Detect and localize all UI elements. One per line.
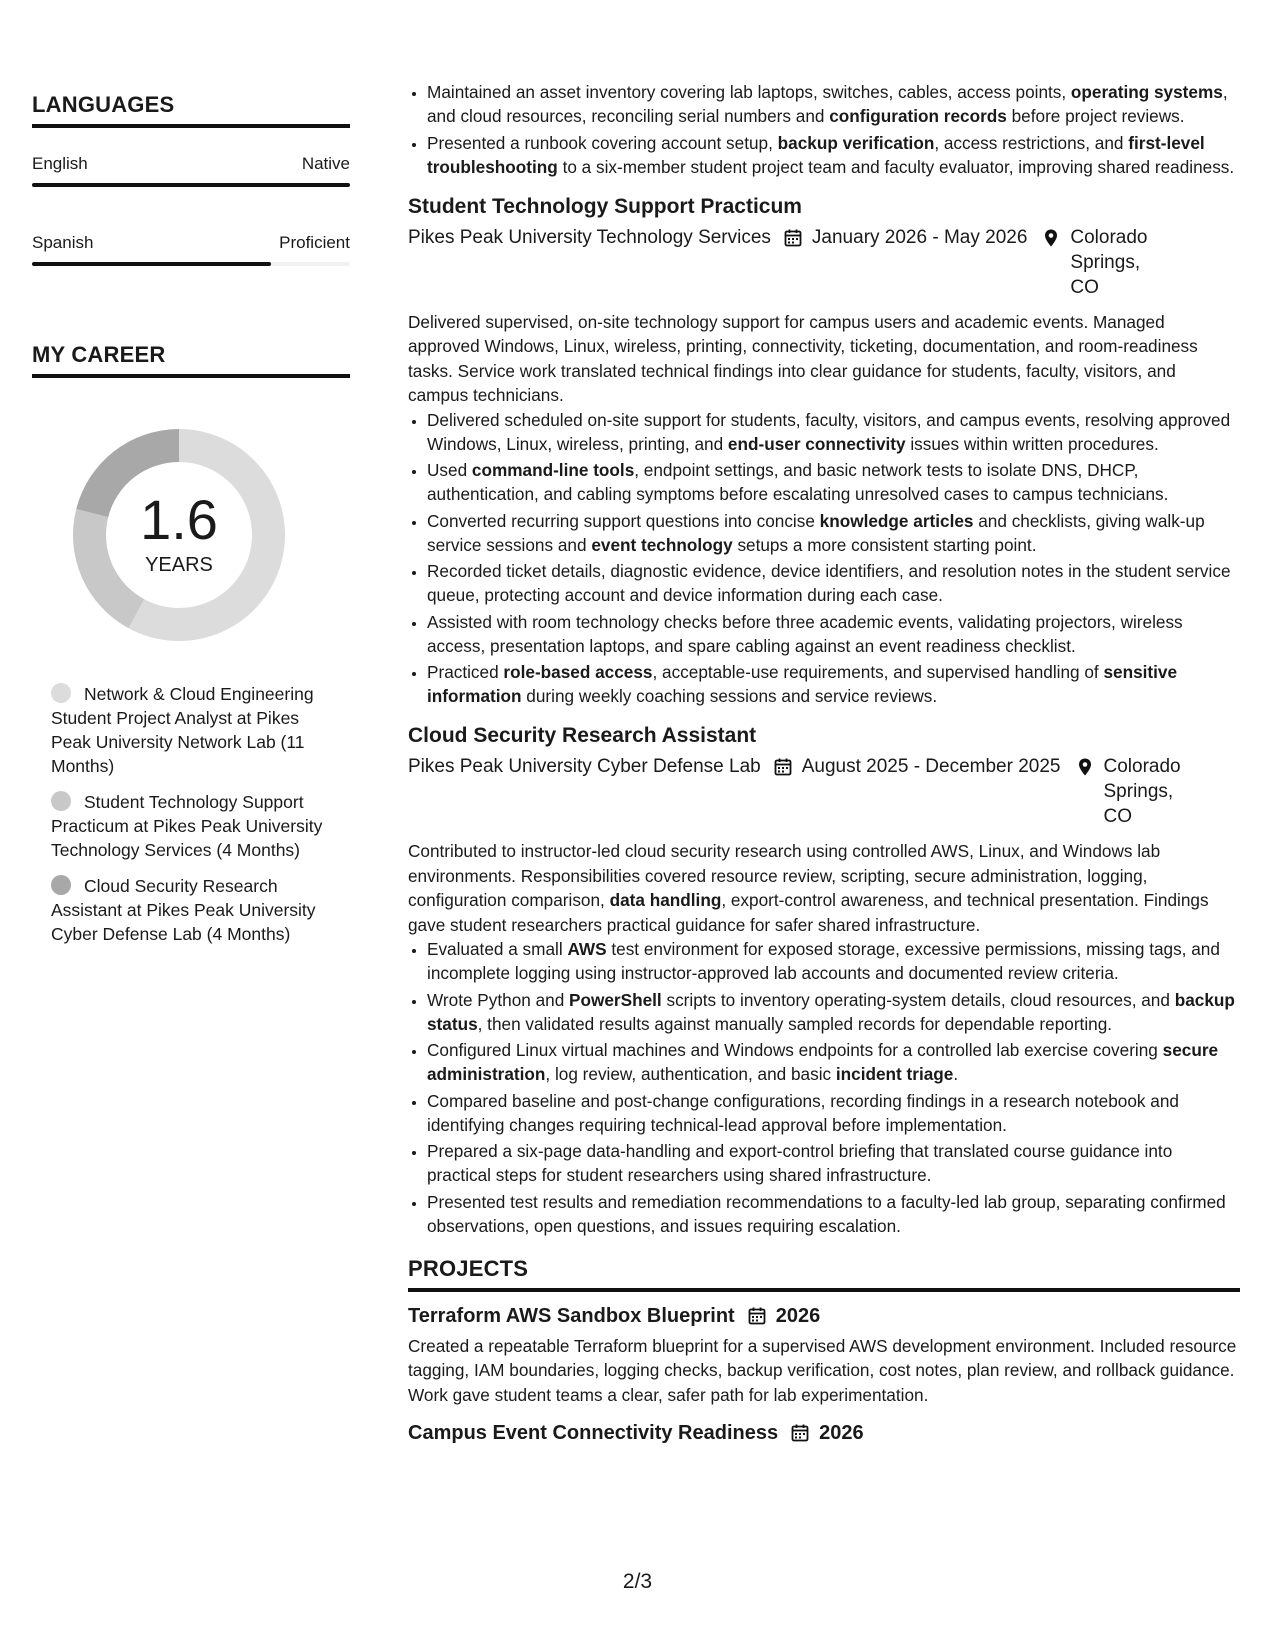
text-run: during weekly coaching sessions and service reviews. [521,686,938,706]
project-description: Created a repeatable Terraform blueprint for a supervised AWS development environment. Included resource tagging, IAM boundaries, logging checks, backup verification, cost notes, plan review, and rollback guidance. Work gave student teams a clear, safer path for lab experimentation. [408,1335,1237,1405]
location-pin-icon [1041,228,1061,248]
bold-text: incident triage [835,1064,954,1084]
job-location: Colorado Springs, CO [1103,756,1181,827]
bullet-item [427,1139,1240,1187]
text-run: issues within written procedures. [905,433,1159,454]
bullet-item [427,937,1240,985]
text-run: , and cloud resources, reconciling serial numbers and [427,82,1228,126]
previous-job-bullets [408,80,1240,179]
job-description [408,839,1240,937]
language-entry [32,154,350,187]
text-run: Assisted with room technology checks before three academic events, validating projectors, wireless access, presentation laptops, and spare cabling against an event readiness checklist. [427,611,1183,656]
project-entry [408,1419,1240,1447]
text-run: Used [427,460,472,480]
text-run: Recorded ticket details, diagnostic evidence, device identifiers, and resolution notes in the student service queue, protecting account and device information during each case. [427,561,1231,605]
bullet-item [427,80,1240,128]
bold-text: backup verification [777,132,935,153]
text-run: Delivered scheduled on-site support for students, faculty, visitors, and campus events, resolving approved Windows, Linux, wireless, printing, and [427,409,1231,454]
legend-label: Student Technology Support Practicum at Pikes Peak University Technology Services (4 Months) [51,792,323,860]
text-run: and checklists, giving walk-up service sessions and [427,510,1205,555]
bullet-item [427,458,1240,506]
bold-text: data handling [609,890,722,910]
project-title: Terraform AWS Sandbox Blueprint [408,1304,735,1327]
text-run: Presented a runbook covering account setup, [427,132,778,153]
text-run: , endpoint settings, and basic network tests to isolate DNS, DHCP, authentication, and cabling symptoms before escalating unresolved cases to campus technicians. [427,460,1169,504]
language-name: English [32,154,88,173]
language-proficiency-bar [32,262,350,266]
job-bullets [408,408,1240,709]
bullet-item [427,660,1240,708]
page-number: 2/3 [622,1570,653,1593]
legend-dot [51,791,71,811]
bullet-item [427,509,1240,557]
career-total-value: 1.6 [140,488,218,551]
calendar-icon [773,757,793,777]
text-run: Maintained an asset inventory covering lab laptops, switches, cables, access points, [427,82,1071,102]
project-entry [408,1302,1240,1408]
bullet-item [427,1038,1240,1086]
text-run: Delivered supervised, on-site technology support for campus users and academic events. Managed approved Windows, Linux, wireless, printing, connectivity, ticketing, documentation, and room-readiness tasks. Service work translated technical findings into clear guidance for students, faculty, visitors, and campus technicians. [408,311,1198,405]
legend-dot [51,875,71,895]
legend-label: Network & Cloud Engineering Student Project Analyst at Pikes Peak University Network Lab (11 Months) [51,684,314,776]
bold-text: end-user connectivity [727,433,906,454]
legend-item [51,874,336,946]
text-run: test environment for exposed storage, excessive permissions, missing tags, and incomplete logging using instructor-approved lab accounts and documented review criteria. [427,939,1220,983]
languages-heading: LANGUAGES [32,92,350,128]
career-total-unit: YEARS [145,554,213,576]
job-dates: January 2026 - May 2026 [811,226,1028,248]
legend-dot [51,683,71,703]
legend-label: Cloud Security Research Assistant at Pikes Peak University Cyber Defense Lab (4 Months) [51,876,316,944]
bullet-item [427,559,1240,607]
job-title: Cloud Security Research Assistant [408,724,757,747]
text-run: scripts to inventory operating-system details, cloud resources, and [661,989,1175,1010]
language-entry [32,233,350,266]
text-run: , acceptable-use requirements, and supervised handling of [652,662,1104,682]
text-run: Converted recurring support questions into concise [427,510,820,531]
job-bullets [408,937,1240,1238]
language-proficiency-fill [32,183,350,187]
text-run: , log review, authentication, and basic [545,1064,836,1084]
job-dates: August 2025 - December 2025 [801,756,1061,777]
bold-text: sensitive information [427,662,1178,706]
bullet-item [427,1190,1240,1238]
language-level: Native [301,154,350,173]
text-run: , then validated results against manually sampled records for dependable reporting. [477,1013,1113,1034]
job-location: Colorado Springs, CO [1070,226,1148,298]
text-run: Practiced [427,662,504,682]
legend-item [51,790,336,862]
text-run: before project reviews. [1006,106,1185,126]
text-run: . [953,1064,959,1084]
bullet-item [427,408,1240,456]
job-company: Pikes Peak University Cyber Defense Lab [408,756,761,777]
bold-text: operating systems [1070,82,1223,102]
text-run: Presented test results and remediation recommendations to a faculty-led lab group, separating confirmed observations, open questions, and issues requiring escalation. [427,1191,1226,1236]
job-title: Student Technology Support Practicum [408,194,802,218]
project-year: 2026 [819,1422,864,1444]
text-run: Evaluated a small [427,939,568,959]
bold-text: command-line tools [471,460,635,480]
bullet-item [427,1089,1240,1137]
career-legend [51,682,336,946]
bold-text: secure administration [427,1040,1219,1084]
bullet-item [427,131,1240,179]
bold-text: PowerShell [569,989,662,1010]
text-run: , access restrictions, and [934,132,1129,153]
job-entry [408,193,1240,709]
calendar-icon [790,1423,810,1443]
bold-text: first-level troubleshooting [427,132,1205,177]
bold-text: knowledge articles [819,510,974,531]
language-level: Proficient [279,233,350,252]
main-content [408,80,1240,1447]
text-run: Prepared a six-page data-handling and export-control briefing that translated course guidance into practical steps for student researchers using shared infrastructure. [427,1141,1173,1185]
text-run: Compared baseline and post-change configurations, recording findings in a research notebook and identifying changes requiring technical-lead approval before implementation. [427,1090,1179,1135]
bullet-item [427,988,1240,1036]
project-title: Campus Event Connectivity Readiness [408,1422,779,1444]
text-run: Configured Linux virtual machines and Windows endpoints for a controlled lab exercise covering [427,1040,1163,1060]
bold-text: configuration records [829,106,1007,126]
language-name: Spanish [32,233,94,252]
text-run: Contributed to instructor-led cloud security research using controlled AWS, Linux, and Windows lab environments. Responsibilities covered resource review, scripting, secure administration, logging, configuration comparison, [408,841,1161,910]
job-company: Pikes Peak University Technology Services [408,226,771,248]
bold-text: backup status [427,989,1235,1034]
location-pin-icon [1075,757,1095,777]
text-run: to a six-member student project team and faculty evaluator, improving shared readiness. [557,156,1235,177]
bold-text: AWS [567,939,607,959]
job-entry [408,722,1240,1238]
bold-text: role-based access [503,662,653,682]
text-run: Wrote Python and [427,989,570,1010]
bold-text: event technology [591,534,733,555]
legend-item [51,682,336,778]
career-donut-chart [66,422,292,648]
projects-heading: PROJECTS [408,1256,1240,1292]
sidebar [32,92,350,958]
text-run: setups a more consistent starting point. [732,534,1037,555]
career-heading: MY CAREER [32,342,350,378]
bullet-item [427,610,1240,658]
language-proficiency-bar [32,183,350,187]
calendar-icon [783,228,803,248]
calendar-icon [747,1306,767,1326]
job-description [408,310,1240,408]
project-year: 2026 [775,1304,821,1327]
language-proficiency-fill [32,262,271,266]
text-run: , export-control awareness, and technical presentation. Findings gave student researchers practical guidance for safer shared infrastructure. [408,890,1209,935]
